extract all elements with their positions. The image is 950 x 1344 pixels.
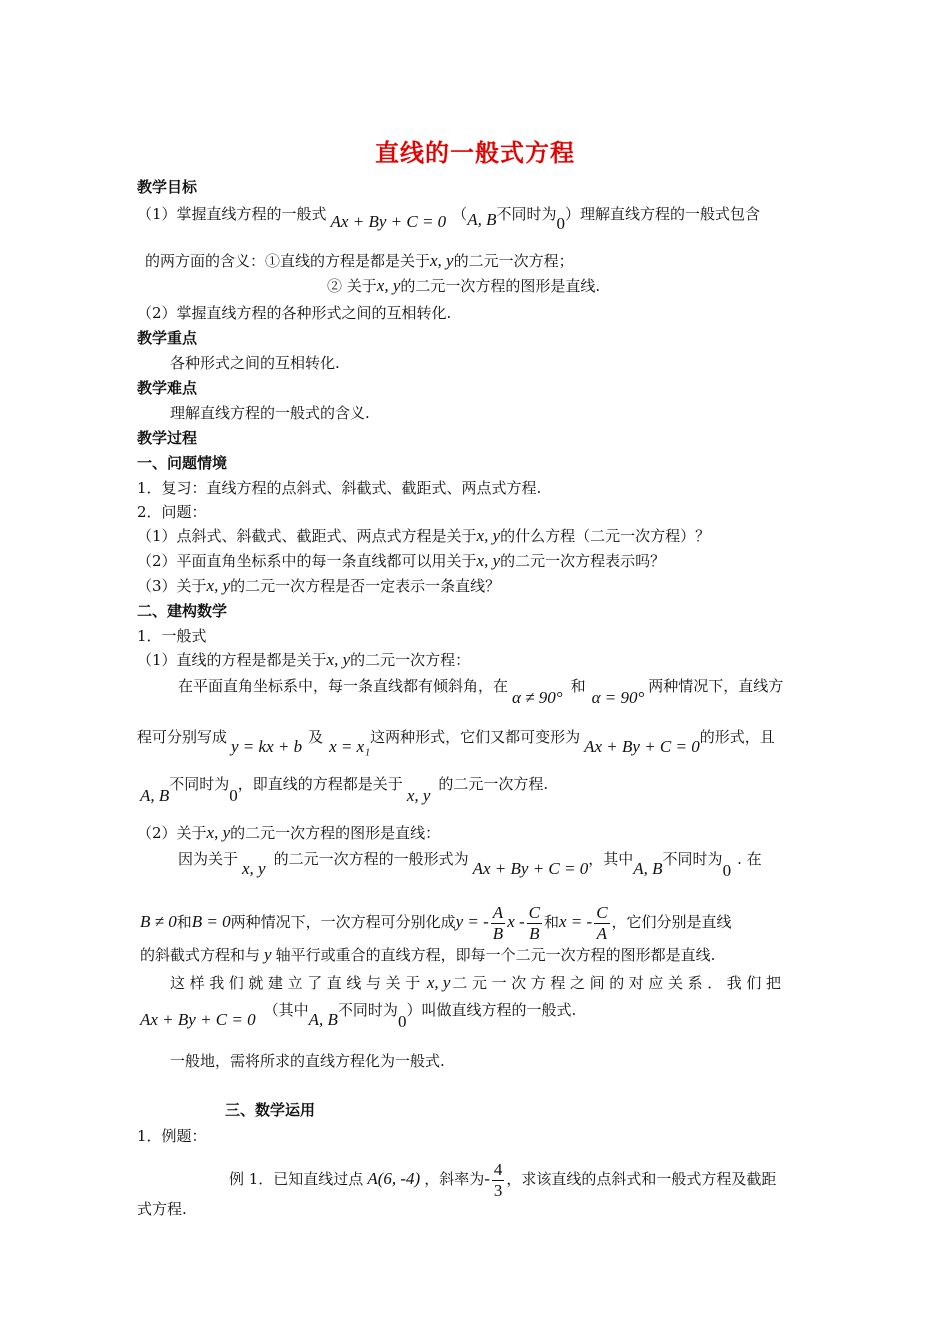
text: （1）掌握直线方程的一般式 <box>137 205 327 223</box>
text: 两种情况下，一次方程可分别化成 <box>230 913 456 931</box>
text: ，即直线的方程都是关于 <box>237 775 403 793</box>
heading-goal: 教学目标 <box>137 178 198 196</box>
text: （2）关于 <box>137 824 207 842</box>
text: 例 1．已知直线过点 <box>229 1170 364 1188</box>
text: 这两种形式，它们又都可变形为 <box>370 728 581 746</box>
math-slope-intercept: y = kx + b <box>231 737 303 756</box>
text: 的什么方程（二元一次方程）？ <box>500 527 711 545</box>
goal-2: （2）掌握直线方程的各种形式之间的互相转化. <box>137 304 452 322</box>
text: （3）关于 <box>137 577 207 595</box>
text: （1）直线的方程是都是关于 <box>137 651 327 669</box>
goal-1-line <box>137 204 760 233</box>
math-x-eq: x = - <box>559 912 593 931</box>
text: 轴平行或重合的直线方程，即每一个二元一次方程的图形都是直线. <box>275 946 716 964</box>
math-xy: x, y <box>426 973 451 992</box>
frac-num: C <box>596 902 608 922</box>
math-general-eq: Ax + By + C = 0 <box>472 859 589 878</box>
text: 的二元一次方程： <box>350 651 471 669</box>
math-ab: A, B <box>308 1010 338 1029</box>
frac-den: B <box>492 923 504 943</box>
general-form-label: 1．一般式 <box>137 627 207 645</box>
question-2 <box>137 551 665 571</box>
text: （其中 <box>263 1001 309 1019</box>
text: 和 <box>176 913 192 931</box>
text: 两种情况下，直线方 <box>648 677 784 695</box>
text: 的二元一次方程的图形是直线. <box>400 277 601 295</box>
text: 不同时为 <box>169 775 230 793</box>
frac-four-thirds <box>492 1160 505 1201</box>
math-xy: x, y <box>206 823 231 842</box>
frac-den: 3 <box>493 1181 503 1200</box>
text: （ <box>452 205 468 223</box>
math-xy: x, y <box>430 251 454 270</box>
construct-2-line4 <box>140 945 715 965</box>
math-xy: x, y <box>476 551 501 570</box>
text: （2）平面直角坐标系中的每一条直线都可以用关于 <box>137 552 477 570</box>
text: 不同时为 <box>662 850 723 868</box>
text: ，求该直线的点斜式和一般式方程及截距 <box>506 1170 777 1188</box>
construct-1-line4 <box>140 774 549 805</box>
text: 及 <box>308 728 324 746</box>
construct-2-line7: 一般地，需将所求的直线方程化为一般式. <box>170 1052 445 1070</box>
construct-2-line5 <box>170 973 786 993</box>
math-alpha-ne: α ≠ 90° <box>512 688 563 707</box>
math-xy: x, y <box>206 576 231 595</box>
question-3 <box>137 576 500 596</box>
math-point-a: A(6, -4) <box>367 1169 421 1188</box>
heading-process: 教学过程 <box>137 429 198 447</box>
text: 的两方面的含义：①直线的方程是都是关于 <box>145 252 431 270</box>
construct-2-line2 <box>178 849 762 880</box>
math-zero: 0 <box>556 214 565 233</box>
text: ）理解直线方程的一般式包含 <box>564 205 760 223</box>
text: ② 关于 <box>327 277 377 295</box>
text: 的二元一次方程的一般形式为 <box>273 850 469 868</box>
construct-2 <box>137 823 440 843</box>
goal-1-line3 <box>327 276 600 296</box>
text: 和 <box>570 677 586 695</box>
text: ，斜率为 <box>424 1170 485 1188</box>
key-text: 各种形式之间的互相转化. <box>170 354 340 372</box>
math-xy: x, y <box>326 650 351 669</box>
example-1 <box>229 1160 776 1201</box>
frac-c-over-b <box>527 903 542 944</box>
text: 程可分别写成 <box>137 728 228 746</box>
math-xy: x, y <box>376 276 401 295</box>
text: 的二元一次方程； <box>453 252 574 270</box>
math-general-eq: Ax + By + C = 0 <box>140 1010 256 1029</box>
heading-key: 教学重点 <box>137 329 198 347</box>
math-y: y <box>264 945 272 964</box>
question-label: 2．问题： <box>137 503 207 521</box>
math-vertical: x = x₁ <box>329 737 371 756</box>
text: 的二元一次方程表示吗？ <box>500 552 666 570</box>
heading-part3: 三、数学运用 <box>225 1101 316 1119</box>
text: . 在 <box>737 850 762 868</box>
text: ，它们分别是直线 <box>611 913 732 931</box>
math-ab: A, B <box>467 210 497 229</box>
text: ，其中 <box>588 850 634 868</box>
construct-1-line2 <box>178 676 784 707</box>
text: 的斜截式方程和与 <box>140 946 261 964</box>
text: 这样我们就建立了直线与关于 <box>170 974 425 992</box>
math-xy: x, y <box>406 786 431 805</box>
math-b-ne: B ≠ 0 <box>140 912 177 931</box>
text: 二元一次方程之间的对应关系．我们把 <box>452 974 786 992</box>
frac-num: C <box>528 902 540 922</box>
text: 和 <box>544 913 560 931</box>
text: （1）点斜式、斜截式、截距式、两点式方程是关于 <box>137 527 477 545</box>
frac-a-over-b <box>491 903 505 944</box>
difficulty-text: 理解直线方程的一般式的含义. <box>170 404 370 422</box>
text: 的二元一次方程. <box>438 775 549 793</box>
math-y-eq: y = - <box>455 912 489 931</box>
math-zero: 0 <box>722 861 732 880</box>
heading-difficulty: 教学难点 <box>137 379 198 397</box>
frac-num: A <box>492 902 504 922</box>
math-minus: - <box>484 1169 490 1188</box>
math-xy: x, y <box>242 859 266 878</box>
example-1-line2: 式方程. <box>137 1200 187 1218</box>
construct-2-line6 <box>140 1000 577 1031</box>
text: 的二元一次方程的图形是直线： <box>230 824 441 842</box>
frac-num: 4 <box>493 1160 503 1179</box>
frac-den: B <box>529 923 540 943</box>
math-x-term: x - <box>507 912 525 931</box>
math-zero: 0 <box>397 1012 407 1031</box>
math-ab: A, B <box>633 859 663 878</box>
doc-title: 直线的一般式方程 <box>375 139 575 167</box>
text: 在平面直角坐标系中，每一条直线都有倾斜角，在 <box>178 677 509 695</box>
text: 因为关于 <box>178 850 239 868</box>
math-b-eq: B = 0 <box>191 912 231 931</box>
text: 不同时为 <box>496 205 557 223</box>
construct-1-line3 <box>137 727 775 756</box>
goal-1-line2 <box>145 251 574 271</box>
examples-label: 1．例题： <box>137 1127 207 1145</box>
heading-part2: 二、建构数学 <box>137 602 228 620</box>
construct-2-line3 <box>140 902 732 944</box>
math-ab: A, B <box>140 786 170 805</box>
math-general-eq: Ax + By + C = 0 <box>330 212 447 231</box>
text: 不同时为 <box>337 1001 398 1019</box>
frac-c-over-a <box>594 903 609 944</box>
math-zero: 0 <box>229 786 238 805</box>
math-alpha-eq: α = 90° <box>591 688 645 707</box>
text: ）叫做直线方程的一般式. <box>406 1001 577 1019</box>
math-general-eq: Ax + By + C = 0 <box>584 737 700 756</box>
text: 的二元一次方程是否一定表示一条直线？ <box>230 577 501 595</box>
question-1 <box>137 526 710 546</box>
frac-den: A <box>596 923 608 943</box>
text: 的形式，且 <box>699 728 775 746</box>
construct-1 <box>137 650 470 670</box>
heading-part1: 一、问题情境 <box>137 454 228 472</box>
review-line: 1．复习：直线方程的点斜式、斜截式、截距式、两点式方程. <box>137 479 542 497</box>
math-xy: x, y <box>476 526 501 545</box>
